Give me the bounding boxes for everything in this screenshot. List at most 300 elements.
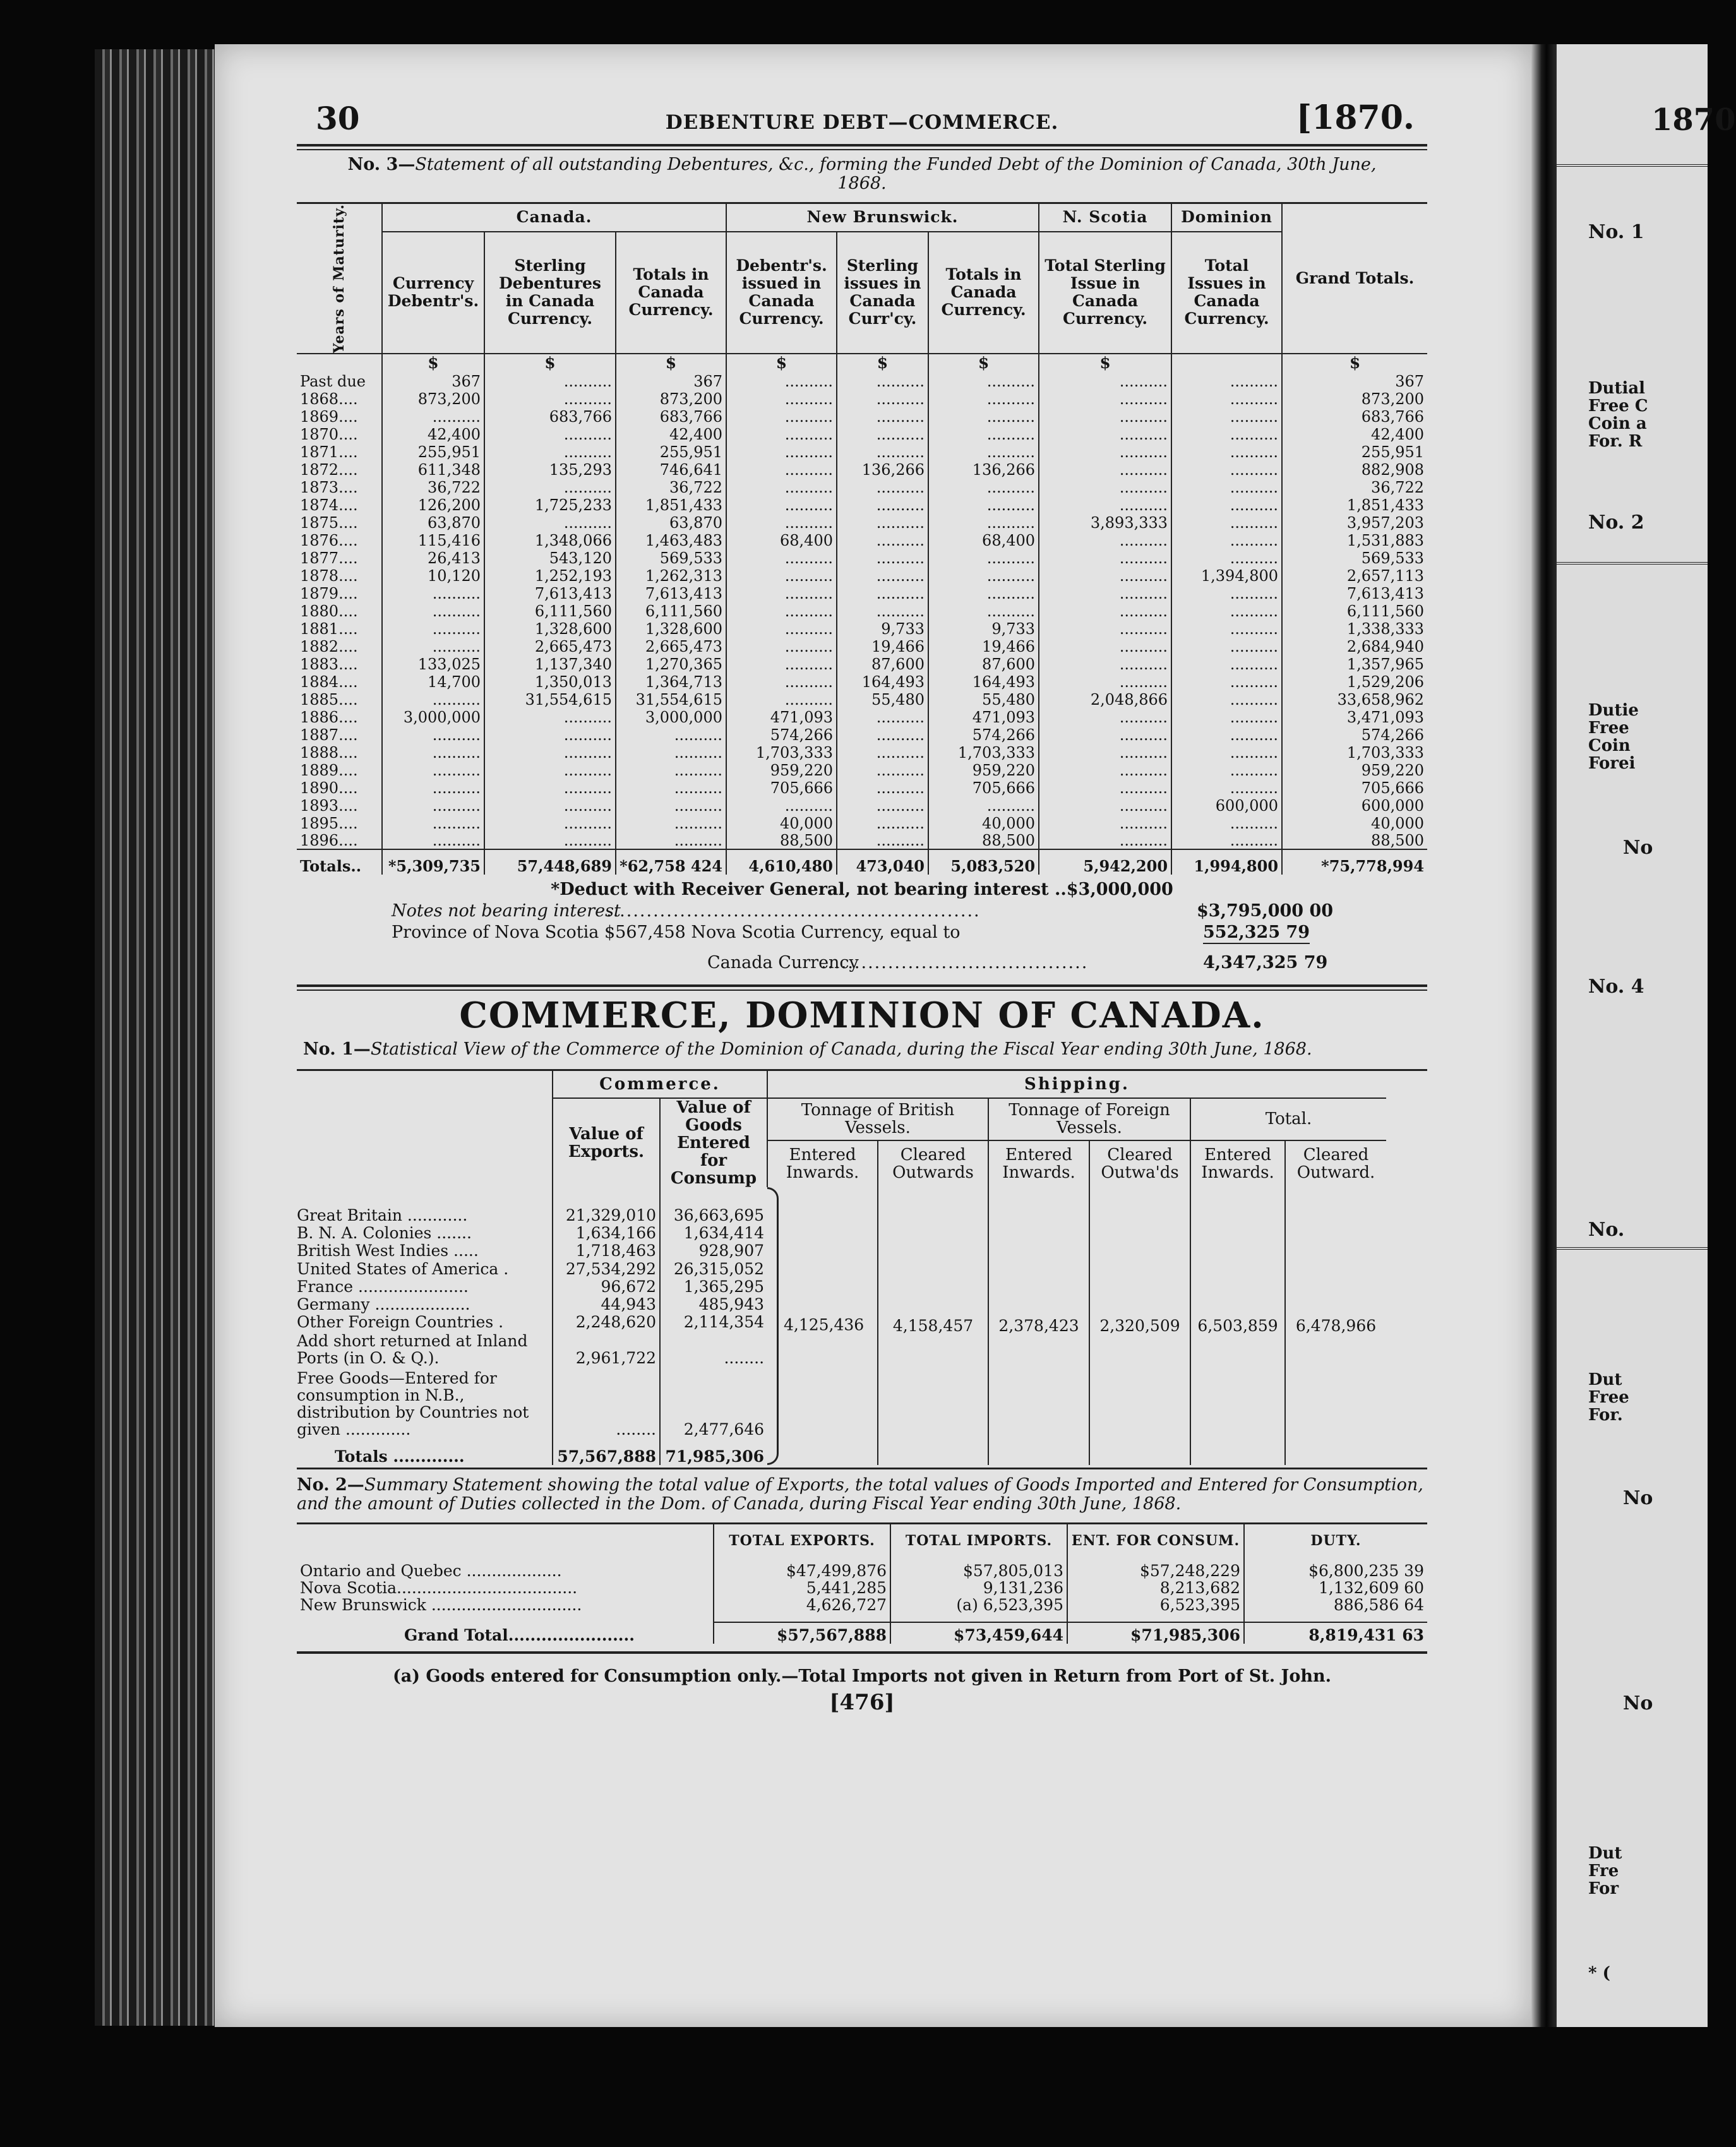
duty-value: 886,586 64 [1244, 1596, 1427, 1613]
ns-total-cell: .......... [1039, 814, 1171, 832]
country-label: Germany ................... [297, 1295, 470, 1314]
canada-sterling-cell: 1,328,600 [484, 619, 616, 637]
section-title: COMMERCE, DOMINION OF CANADA. [459, 995, 1265, 1037]
nb-sterling-cell: 136,266 [837, 460, 928, 478]
grand-total-cell: 7,613,413 [1282, 584, 1427, 602]
nb-sterling-cell: .......... [837, 407, 928, 425]
canada-sterling-cell: 31,554,615 [484, 690, 616, 708]
nb-debentures-cell: .......... [726, 460, 837, 478]
nb-debentures-cell: .......... [726, 690, 837, 708]
dominion-total-cell: .......... [1171, 619, 1282, 637]
canada-total-cell: .......... [616, 743, 726, 761]
nb-sterling-cell: .......... [837, 549, 928, 566]
year-cell: 1875.... [300, 514, 358, 532]
grand-total-cell: 2,684,940 [1282, 637, 1427, 655]
nb-debentures-cell: .......... [726, 496, 837, 513]
page-number: 30 [316, 100, 360, 137]
exports-value: 21,329,010 [553, 1206, 660, 1224]
shipping-total-header: Total. [1190, 1098, 1386, 1140]
nb-debentures-cell: 574,266 [726, 726, 837, 743]
canada-currency-cell: 611,348 [382, 460, 484, 478]
canada-total-cell: 36,722 [616, 478, 726, 496]
year-cell: 1873.... [300, 479, 358, 497]
table-row [297, 478, 1427, 496]
exports-value: 27,534,292 [553, 1259, 660, 1277]
province-label: Province of Nova Scotia $567,458 Nova Scotia Currency, equal to [392, 923, 961, 943]
totals-cell: *62,758 424 [616, 849, 726, 875]
nova-scotia-group-header: N. Scotia [1039, 203, 1171, 232]
canada-currency-cell: .......... [382, 584, 484, 602]
year-cell: 1874.... [300, 496, 358, 515]
next-page-fragment: No [1623, 1487, 1653, 1509]
dominion-total-cell: .......... [1171, 460, 1282, 478]
column-header: Total Sterling Issue in Canada Currency. [1039, 232, 1171, 354]
nb-debentures-cell: 40,000 [726, 814, 837, 832]
canada-total-cell: 6,111,560 [616, 602, 726, 619]
table-row [297, 1579, 1427, 1596]
dominion-total-cell: .......... [1171, 407, 1282, 425]
country-label: Add short returned at Inland Ports (in O. & Q.). [297, 1331, 528, 1367]
ns-total-cell: .......... [1039, 637, 1171, 655]
totals-cell: 5,942,200 [1039, 849, 1171, 875]
nb-sterling-cell: .......... [837, 372, 928, 390]
entered-inwards-header: Entered Inwards. [767, 1140, 878, 1187]
year-cell: 1868.... [300, 390, 358, 409]
header-rule [297, 144, 1427, 150]
canada-sterling-cell: .......... [484, 832, 616, 849]
canada-group-header: Canada. [382, 203, 726, 232]
shipping-group-header: Shipping. [767, 1070, 1386, 1098]
shipping-value: 6,478,966 [1285, 1187, 1386, 1465]
year-cell: 1890.... [300, 779, 358, 798]
country-label: Great Britain ............ [297, 1206, 468, 1225]
currency-symbol: $ [726, 354, 837, 372]
nb-sterling-cell: .......... [837, 602, 928, 619]
currency-symbol: $ [484, 354, 616, 372]
ns-total-cell: 3,893,333 [1039, 513, 1171, 531]
nb-debentures-cell: .......... [726, 478, 837, 496]
column-header: Totals in Canada Currency. [928, 232, 1039, 354]
debenture-notes [297, 880, 1427, 974]
nb-debentures-cell: .......... [726, 566, 837, 584]
totals-cell: *5,309,735 [382, 849, 484, 875]
canada-currency-cell: 3,000,000 [382, 708, 484, 726]
dominion-total-cell: .......... [1171, 602, 1282, 619]
nb-sterling-cell: .......... [837, 708, 928, 726]
canada-currency-cell: .......... [382, 779, 484, 796]
nb-debentures-cell: .......... [726, 796, 837, 814]
nb-total-cell: .......... [928, 443, 1039, 460]
exports-value: 2,248,620 [553, 1313, 660, 1331]
nb-total-cell: 19,466 [928, 637, 1039, 655]
nb-total-cell: .......... [928, 566, 1039, 584]
nb-debentures-cell: .......... [726, 407, 837, 425]
section-rule [297, 984, 1427, 991]
book-gutter [1531, 44, 1557, 2027]
year-cell: 1872.... [300, 461, 358, 479]
commerce-table [297, 1069, 1427, 1465]
column-header: TOTAL EXPORTS. [714, 1523, 890, 1557]
year-cell: 1889.... [300, 762, 358, 780]
nb-sterling-cell: .......... [837, 584, 928, 602]
grand-total-cell: 367 [1282, 372, 1427, 390]
nb-total-cell: 40,000 [928, 814, 1039, 832]
nb-sterling-cell: .......... [837, 425, 928, 443]
grand-total-cell: 959,220 [1282, 761, 1427, 779]
nb-total-cell: .......... [928, 372, 1039, 390]
grand-totals-header: Grand Totals. [1282, 203, 1427, 354]
table-row [297, 726, 1427, 743]
nb-debentures-cell: .......... [726, 673, 837, 690]
nb-debentures-cell: .......... [726, 425, 837, 443]
adjacent-page [1557, 44, 1736, 2027]
ns-total-cell: .......... [1039, 566, 1171, 584]
grand-total-cell: 873,200 [1282, 390, 1427, 407]
cleared-outwards-header: Cleared Outwa'ds [1089, 1140, 1190, 1187]
grand-total-label: Grand Total....................... [404, 1626, 635, 1645]
table-row [297, 549, 1427, 566]
column-header: Sterling issues in Canada Curr'cy. [837, 232, 928, 354]
header-year: [1870. [1296, 99, 1415, 137]
ns-total-cell: .......... [1039, 779, 1171, 796]
grand-total-cell: 882,908 [1282, 460, 1427, 478]
canada-total-cell: .......... [616, 779, 726, 796]
canada-currency-cell: 115,416 [382, 531, 484, 549]
canada-currency-cell: .......... [382, 726, 484, 743]
foreign-vessels-header: Tonnage of Foreign Vessels. [988, 1098, 1190, 1140]
nb-debentures-cell: .......... [726, 584, 837, 602]
year-cell: 1885.... [300, 691, 358, 709]
table-row [297, 690, 1427, 708]
canada-currency-cell: 36,722 [382, 478, 484, 496]
currency-symbol [1171, 354, 1282, 372]
exports-value: ........ [553, 1367, 660, 1438]
canada-sterling-cell: 543,120 [484, 549, 616, 566]
nb-sterling-cell: .......... [837, 726, 928, 743]
table-row [297, 390, 1427, 407]
ns-total-cell: .......... [1039, 549, 1171, 566]
shipping-value: 4,158,457 [878, 1187, 988, 1465]
nb-sterling-cell: .......... [837, 761, 928, 779]
notes-label: Notes not bearing interest [392, 901, 621, 921]
year-cell: Past due [300, 373, 366, 391]
column-header: Total Issues in Canada Currency. [1171, 232, 1282, 354]
commerce-table-body [297, 1187, 1427, 1465]
shipping-value: 2,320,509 [1089, 1187, 1190, 1465]
running-title: DEBENTURE DEBT—COMMERCE. [665, 111, 1059, 134]
canada-sterling-cell: .......... [484, 814, 616, 832]
next-page-fragment: Fre [1588, 1862, 1619, 1881]
table-row [297, 708, 1427, 726]
next-page-fragment: For. R [1588, 432, 1643, 451]
nb-sterling-cell: .......... [837, 496, 928, 513]
next-page-fragment: No. [1588, 1219, 1625, 1241]
grand-total-row [297, 1622, 1427, 1644]
years-of-maturity-header: Years of Maturity. [297, 203, 382, 354]
nb-debentures-cell: .......... [726, 602, 837, 619]
nb-total-cell: 88,500 [928, 832, 1039, 849]
nb-total-cell: 136,266 [928, 460, 1039, 478]
nb-debentures-cell: 959,220 [726, 761, 837, 779]
deduct-note: *Deduct with Receiver General, not bearing interest ..$3,000,000 [551, 880, 1173, 900]
canada-currency-cell: 255,951 [382, 443, 484, 460]
dominion-total-cell: .......... [1171, 743, 1282, 761]
canada-currency-cell: .......... [382, 832, 484, 849]
nb-total-cell: .......... [928, 407, 1039, 425]
canada-currency-cell: 126,200 [382, 496, 484, 513]
year-cell: 1878.... [300, 567, 358, 585]
canada-currency-cell: 42,400 [382, 425, 484, 443]
ns-total-cell: .......... [1039, 832, 1171, 849]
canada-total-cell: 367 [616, 372, 726, 390]
currency-symbol: $ [1282, 354, 1427, 372]
canada-total-cell: 255,951 [616, 443, 726, 460]
table1-number: No. 1— [303, 1039, 371, 1060]
canada-sterling-cell: .......... [484, 796, 616, 814]
nb-total-cell: .......... [928, 584, 1039, 602]
grand-total-cell: 88,500 [1282, 832, 1427, 849]
year-cell: 1882.... [300, 638, 358, 656]
duty-total: 8,819,431 63 [1244, 1622, 1427, 1644]
nb-sterling-cell: .......... [837, 443, 928, 460]
nb-total-cell: .......... [928, 425, 1039, 443]
province-label: New Brunswick .............................. [300, 1596, 582, 1615]
canada-total-cell: 2,665,473 [616, 637, 726, 655]
canada-sterling-cell: .......... [484, 390, 616, 407]
nb-debentures-cell: .......... [726, 513, 837, 531]
nb-sterling-cell: .......... [837, 390, 928, 407]
column-header: DUTY. [1244, 1523, 1427, 1557]
grand-total-cell: 1,703,333 [1282, 743, 1427, 761]
canada-currency-amount: 4,347,325 79 [1203, 953, 1328, 973]
canada-sterling-cell: 135,293 [484, 460, 616, 478]
totals-cell: 4,610,480 [726, 849, 837, 875]
dominion-total-cell: .......... [1171, 372, 1282, 390]
year-cell: 1896.... [300, 832, 358, 850]
totals-cell: 57,448,689 [484, 849, 616, 875]
summary-table [297, 1522, 1427, 1644]
year-cell: 1871.... [300, 443, 358, 462]
ns-total-cell: .......... [1039, 796, 1171, 814]
table2-number: No. 2— [297, 1474, 364, 1495]
ns-total-cell: .......... [1039, 761, 1171, 779]
dominion-total-cell: .......... [1171, 390, 1282, 407]
next-page-fragment: No. 2 [1588, 511, 1644, 534]
next-page-fragment: For [1588, 1879, 1619, 1898]
year-cell: 1886.... [300, 709, 358, 727]
nb-sterling-cell: .......... [837, 478, 928, 496]
nb-total-cell: 87,600 [928, 655, 1039, 673]
ns-total-cell: .......... [1039, 743, 1171, 761]
next-page-fragment: No. 1 [1588, 221, 1644, 243]
dominion-total-cell: .......... [1171, 814, 1282, 832]
ns-total-cell: .......... [1039, 478, 1171, 496]
canada-total-cell: 63,870 [616, 513, 726, 531]
column-header: Sterling Debentures in Canada Currency. [484, 232, 616, 354]
nb-sterling-cell: 9,733 [837, 619, 928, 637]
year-cell: 1881.... [300, 620, 358, 638]
next-page-fragment: Dutie [1588, 701, 1639, 720]
imports-value: (a) 6,523,395 [890, 1596, 1067, 1613]
year-cell: 1877.... [300, 549, 358, 568]
grand-total-cell: 42,400 [1282, 425, 1427, 443]
year-cell: 1876.... [300, 532, 358, 550]
new-brunswick-group-header: New Brunswick. [726, 203, 1039, 232]
grand-total-cell: 3,471,093 [1282, 708, 1427, 726]
canada-total-cell: 1,851,433 [616, 496, 726, 513]
nb-debentures-cell: .......... [726, 637, 837, 655]
canada-currency-cell: 367 [382, 372, 484, 390]
canada-total-cell: 3,000,000 [616, 708, 726, 726]
grand-total-cell: 1,851,433 [1282, 496, 1427, 513]
table1-caption-text: Statistical View of the Commerce of the Dominion of Canada, during the Fiscal Year ending 30th June, 1868. [370, 1039, 1312, 1060]
canada-sterling-cell: .......... [484, 372, 616, 390]
nb-sterling-cell: .......... [837, 531, 928, 549]
canada-total-cell: .......... [616, 832, 726, 849]
exports-value: 2,961,722 [553, 1331, 660, 1366]
dominion-total-cell: .......... [1171, 584, 1282, 602]
ns-total-cell: .......... [1039, 726, 1171, 743]
canada-total-cell: 1,328,600 [616, 619, 726, 637]
next-page-fragment: Coin a [1588, 414, 1647, 433]
table-row [297, 425, 1427, 443]
grand-total-cell: 1,357,965 [1282, 655, 1427, 673]
dominion-total-cell: .......... [1171, 690, 1282, 708]
nb-debentures-cell: .......... [726, 549, 837, 566]
nb-debentures-cell: .......... [726, 390, 837, 407]
duty-value: $6,800,235 39 [1244, 1562, 1427, 1579]
table-row [297, 566, 1427, 584]
brace [767, 1187, 779, 1465]
totals-cell: 473,040 [837, 849, 928, 875]
grand-total-cell: 40,000 [1282, 814, 1427, 832]
canada-total-cell: .......... [616, 814, 726, 832]
canada-total-cell: 683,766 [616, 407, 726, 425]
table3-number: No. 3— [347, 155, 416, 174]
table-row [297, 1562, 1427, 1579]
grand-total-cell: 600,000 [1282, 796, 1427, 814]
table-row [297, 743, 1427, 761]
nb-sterling-cell: .......... [837, 779, 928, 796]
table-row [297, 814, 1427, 832]
canada-sterling-cell: 1,137,340 [484, 655, 616, 673]
table1-caption [297, 1039, 1427, 1060]
ns-total-cell: .......... [1039, 407, 1171, 425]
consum-value: 6,523,395 [1067, 1596, 1244, 1613]
table-row [297, 460, 1427, 478]
country-label: France ...................... [297, 1277, 469, 1296]
table-row [297, 637, 1427, 655]
nb-sterling-cell: .......... [837, 796, 928, 814]
nb-sterling-cell: .......... [837, 814, 928, 832]
totals-cell: *75,778,994 [1282, 849, 1427, 875]
grand-total-cell: 6,111,560 [1282, 602, 1427, 619]
exports-column-header: Value of Exports. [553, 1098, 660, 1187]
year-cell: 1869.... [300, 408, 358, 426]
country-label: British West Indies ..... [297, 1241, 479, 1260]
canada-sterling-cell: .......... [484, 708, 616, 726]
debentures-table-body [297, 372, 1427, 875]
currency-symbol: $ [382, 354, 484, 372]
year-cell: 1884.... [300, 673, 358, 691]
canada-total-cell: 873,200 [616, 390, 726, 407]
province-amount: 552,325 79 [1203, 923, 1310, 944]
british-vessels-header: Tonnage of British Vessels. [767, 1098, 988, 1140]
canada-sterling-cell: .......... [484, 779, 616, 796]
table-row [297, 673, 1427, 690]
next-page-fragment: Dutial [1588, 379, 1646, 398]
canada-total-cell: 1,262,313 [616, 566, 726, 584]
year-cell: 1883.... [300, 655, 358, 674]
page-content [297, 93, 1427, 2013]
province-row [297, 923, 1427, 944]
next-page-fragment: * ( [1588, 1964, 1610, 1983]
exports-value: 96,672 [553, 1277, 660, 1295]
canada-currency-cell: .......... [382, 814, 484, 832]
canada-currency-row: Canada Currency ........................................ 4,347,325 79 [707, 953, 1328, 973]
column-header: Currency Debentr's. [382, 232, 484, 354]
grand-total-cell: 255,951 [1282, 443, 1427, 460]
canada-currency-cell: 63,870 [382, 513, 484, 531]
consum-value: 8,213,682 [1067, 1579, 1244, 1596]
canada-currency-cell: .......... [382, 796, 484, 814]
nb-debentures-cell: .......... [726, 372, 837, 390]
exports-value: 1,718,463 [553, 1241, 660, 1259]
cleared-outwards-header: Cleared Outwards [878, 1140, 988, 1187]
canada-currency-cell: .......... [382, 619, 484, 637]
nb-total-cell: 9,733 [928, 619, 1039, 637]
canada-sterling-cell: 6,111,560 [484, 602, 616, 619]
exports-value: 1,634,166 [553, 1224, 660, 1241]
nb-total-cell: .......... [928, 478, 1039, 496]
canada-total-cell: .......... [616, 726, 726, 743]
table-row [297, 832, 1427, 849]
dominion-total-cell: .......... [1171, 425, 1282, 443]
nb-debentures-cell: 705,666 [726, 779, 837, 796]
nb-debentures-cell: 471,093 [726, 708, 837, 726]
nb-sterling-cell: .......... [837, 566, 928, 584]
debentures-table [297, 202, 1427, 875]
canada-sterling-cell: 1,350,013 [484, 673, 616, 690]
canada-sterling-cell: 1,348,066 [484, 531, 616, 549]
exports-value: 5,441,285 [714, 1579, 890, 1596]
dominion-total-cell: .......... [1171, 443, 1282, 460]
nb-sterling-cell: .......... [837, 832, 928, 849]
table-row [297, 443, 1427, 460]
nb-total-cell: 471,093 [928, 708, 1039, 726]
year-cell: 1895.... [300, 815, 358, 833]
grand-total-cell: 2,657,113 [1282, 566, 1427, 584]
nb-debentures-cell: 1,703,333 [726, 743, 837, 761]
canada-currency-cell: .......... [382, 407, 484, 425]
dominion-total-cell: .......... [1171, 637, 1282, 655]
canada-currency-cell: 26,413 [382, 549, 484, 566]
column-header: Totals in Canada Currency. [616, 232, 726, 354]
exports-value: 4,626,727 [714, 1596, 890, 1613]
next-page-fragment: Forei [1588, 754, 1636, 773]
table-row [297, 619, 1427, 637]
grand-total-cell: 3,957,203 [1282, 513, 1427, 531]
ns-total-cell: .......... [1039, 443, 1171, 460]
grand-total-cell: 1,338,333 [1282, 619, 1427, 637]
ns-total-cell: .......... [1039, 372, 1171, 390]
year-cell: 1879.... [300, 585, 358, 603]
grand-total-cell: 1,529,206 [1282, 673, 1427, 690]
nb-total-cell: .......... [928, 602, 1039, 619]
next-page-fragment: No. 4 [1588, 976, 1644, 998]
next-page-fragment: Dut [1588, 1844, 1622, 1863]
nb-total-cell: 574,266 [928, 726, 1039, 743]
